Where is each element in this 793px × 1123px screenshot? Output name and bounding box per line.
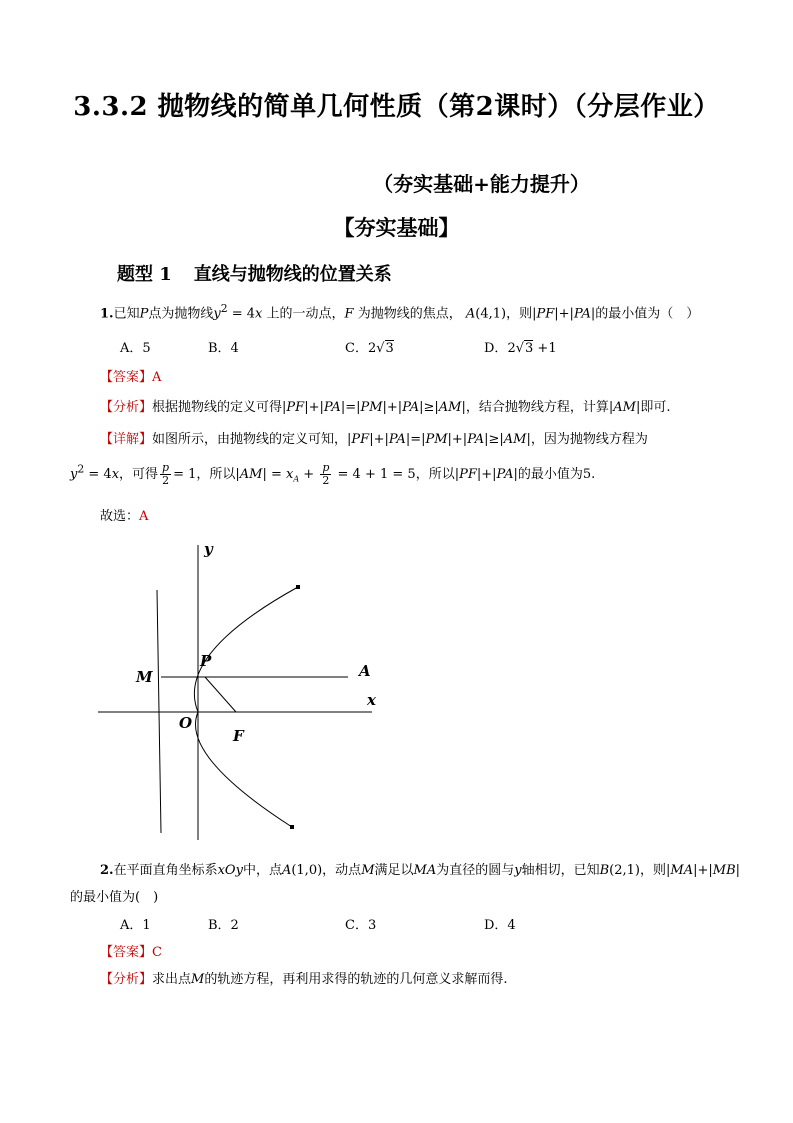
question-1-answer — [100, 366, 161, 385]
detail-tag: 【详解】 — [100, 432, 153, 447]
page-subtitle: （夯实基础+能力提升） — [373, 172, 590, 196]
question-1-stem: 1.已知P点为抛物线$y^2 = 4x$ 上的一动点，F 为抛物线的焦点， A(4,1)，则|PF|+|PA|的最小值为（ ） — [100, 302, 700, 322]
analysis-tag: 【分析】 — [100, 400, 153, 415]
option-d[interactable]: D．4 — [484, 918, 516, 933]
option-b[interactable]: B．4 — [208, 341, 239, 356]
question-1-options — [120, 337, 680, 355]
option-a[interactable]: A．5 — [120, 341, 151, 356]
answer-value: C — [152, 945, 162, 960]
label-o: O — [179, 714, 193, 732]
question-2-stem-cont: 的最小值为( ) — [70, 890, 159, 905]
label-x: x — [367, 691, 376, 709]
stem-text: 的最小值为（ ） — [595, 306, 700, 322]
question-2-answer — [100, 941, 162, 960]
option-c[interactable]: C．2√3 — [345, 341, 394, 356]
choice-value: A — [139, 509, 149, 524]
parabola-figure — [80, 535, 400, 845]
label-y: y — [204, 540, 213, 558]
answer-tag: 【答案】 — [100, 945, 153, 960]
stem-text: 为抛物线的焦点， — [357, 306, 462, 322]
segment-pf — [205, 677, 236, 712]
label-p: P — [200, 652, 212, 670]
question-type-number: 题型 1 — [117, 264, 172, 285]
stem-text: 上的一动点， — [266, 306, 345, 322]
question-1-detail: 【详解】如图所示，由抛物线的定义可知，|PF|+|PA|=|PM|+|PA|≥|AM|，因为抛物线方程为 — [100, 432, 648, 447]
analysis-tag: 【分析】 — [100, 972, 153, 987]
question-2-options — [120, 914, 680, 932]
label-a: A — [359, 662, 371, 680]
answer-tag: 【答案】 — [100, 370, 153, 385]
curve-end-marker — [290, 825, 294, 829]
label-f: F — [233, 727, 244, 745]
option-d[interactable]: D．2√3 +1 — [484, 341, 557, 356]
option-c[interactable]: C．3 — [345, 918, 377, 933]
stem-text: 已知 — [113, 306, 140, 322]
question-type-title: 直线与抛物线的位置关系 — [193, 264, 392, 285]
curve-end-marker — [296, 585, 300, 589]
question-1-detail-cont: $y^2 = 4x$，可得 $\frac{p}{2}$ = 1，所以$|AM| = x_A$ + $\frac{p}{2}$ = 4 + 1 = 5，所以|PF|+|PA|的最小值为5. — [70, 461, 596, 487]
option-a[interactable]: A．1 — [120, 918, 151, 933]
option-b[interactable]: B．2 — [208, 918, 239, 933]
page-title: 3.3.2 抛物线的简单几何性质（第2课时）（分层作业） — [73, 92, 720, 122]
parabola-curve — [194, 587, 298, 827]
question-1-choice: 故选：A — [100, 509, 149, 524]
question-2-stem: 2.在平面直角坐标系xOy中，点A(1,0)，动点M满足以MA为直径的圆与y轴相切，已知B(2,1)，则|MA|+|MB| — [100, 863, 741, 878]
stem-text: 点为抛物线 — [148, 306, 214, 322]
question-number: 1. — [100, 306, 114, 322]
answer-value: A — [152, 370, 162, 385]
question-1-analysis: 【分析】根据抛物线的定义可得|PF|+|PA|=|PM|+|PA|≥|AM|，结合抛物线方程，计算|AM|即可. — [100, 400, 671, 415]
question-number: 2. — [100, 863, 114, 878]
section-heading: 【夯实基础】 — [333, 215, 460, 240]
question-2-analysis: 【分析】求出点M的轨迹方程，再利用求得的轨迹的几何意义求解而得. — [100, 972, 508, 987]
label-m: M — [136, 668, 153, 686]
stem-text: ，则 — [506, 306, 533, 322]
question-type-heading — [117, 260, 392, 286]
